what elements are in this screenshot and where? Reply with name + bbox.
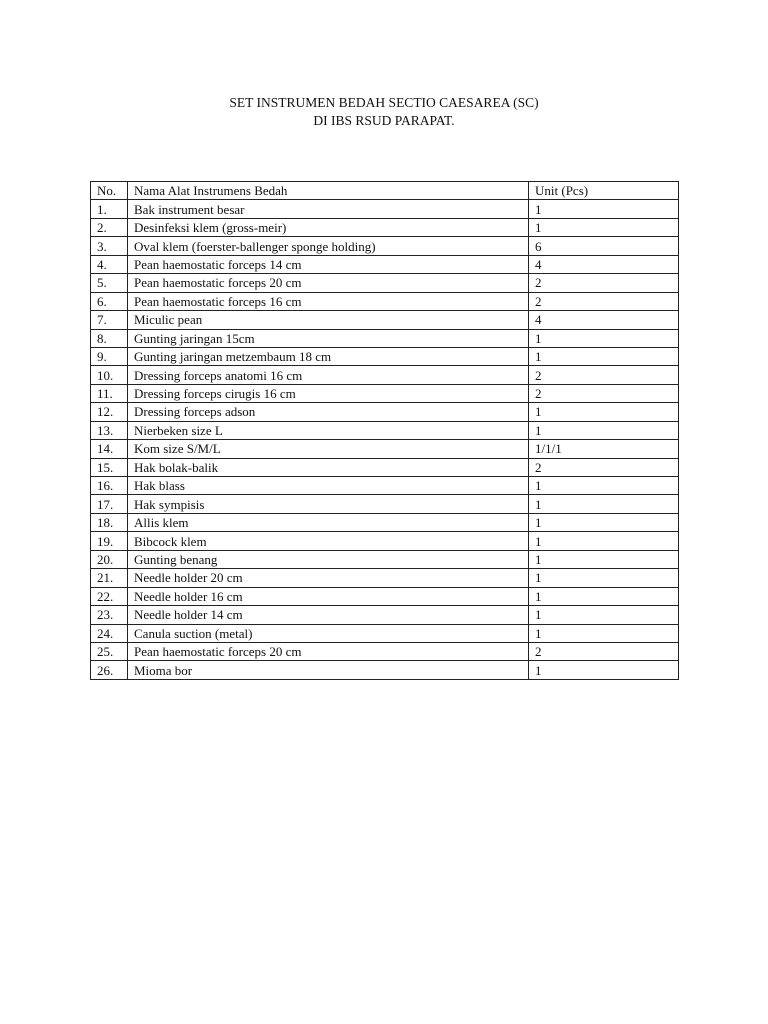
document-title [0, 94, 768, 130]
row-number: 23. [91, 606, 128, 624]
unit-count: 1 [529, 624, 679, 642]
table-row [91, 587, 679, 605]
unit-count: 2 [529, 292, 679, 310]
row-number: 16. [91, 477, 128, 495]
table-row [91, 237, 679, 255]
unit-count: 1 [529, 587, 679, 605]
instrument-name: Pean haemostatic forceps 14 cm [128, 255, 529, 273]
unit-count: 1 [529, 550, 679, 568]
unit-count: 1 [529, 477, 679, 495]
instrument-name: Oval klem (foerster-ballenger sponge holding) [128, 237, 529, 255]
instrument-name: Bak instrument besar [128, 200, 529, 218]
table-row [91, 403, 679, 421]
instrument-name: Needle holder 20 cm [128, 569, 529, 587]
table-row [91, 218, 679, 236]
table-row [91, 642, 679, 660]
row-number: 19. [91, 532, 128, 550]
unit-count: 1 [529, 661, 679, 679]
instrument-name: Hak blass [128, 477, 529, 495]
instrument-name: Needle holder 16 cm [128, 587, 529, 605]
instrument-name: Bibcock klem [128, 532, 529, 550]
table-row [91, 569, 679, 587]
unit-count: 1 [529, 495, 679, 513]
row-number: 15. [91, 458, 128, 476]
instrument-name: Kom size S/M/L [128, 440, 529, 458]
instrument-name: Mioma bor [128, 661, 529, 679]
table-row [91, 606, 679, 624]
instrument-name: Hak bolak-balik [128, 458, 529, 476]
unit-count: 2 [529, 458, 679, 476]
unit-count: 2 [529, 366, 679, 384]
row-number: 25. [91, 642, 128, 660]
unit-count: 4 [529, 255, 679, 273]
table-row [91, 311, 679, 329]
row-number: 22. [91, 587, 128, 605]
instrument-name: Miculic pean [128, 311, 529, 329]
title-line-1: SET INSTRUMEN BEDAH SECTIO CAESAREA (SC) [229, 95, 539, 110]
unit-count: 1 [529, 329, 679, 347]
row-number: 12. [91, 403, 128, 421]
header-name: Nama Alat Instrumens Bedah [128, 182, 529, 200]
table-row [91, 458, 679, 476]
unit-count: 2 [529, 384, 679, 402]
row-number: 13. [91, 421, 128, 439]
instrument-name: Desinfeksi klem (gross-meir) [128, 218, 529, 236]
row-number: 17. [91, 495, 128, 513]
instrument-name: Dressing forceps cirugis 16 cm [128, 384, 529, 402]
row-number: 4. [91, 255, 128, 273]
table-body [91, 200, 679, 679]
table-row [91, 347, 679, 365]
instrument-name: Hak sympisis [128, 495, 529, 513]
instrument-name: Pean haemostatic forceps 16 cm [128, 292, 529, 310]
row-number: 9. [91, 347, 128, 365]
unit-count: 2 [529, 274, 679, 292]
table-row [91, 329, 679, 347]
instrument-name: Needle holder 14 cm [128, 606, 529, 624]
header-row [91, 182, 679, 200]
row-number: 10. [91, 366, 128, 384]
unit-count: 1 [529, 569, 679, 587]
row-number: 2. [91, 218, 128, 236]
row-number: 18. [91, 513, 128, 531]
unit-count: 2 [529, 642, 679, 660]
unit-count: 1 [529, 347, 679, 365]
row-number: 1. [91, 200, 128, 218]
row-number: 3. [91, 237, 128, 255]
row-number: 24. [91, 624, 128, 642]
instrument-name: Gunting jaringan 15cm [128, 329, 529, 347]
unit-count: 1 [529, 200, 679, 218]
row-number: 7. [91, 311, 128, 329]
instrument-name: Pean haemostatic forceps 20 cm [128, 274, 529, 292]
instrument-name: Gunting benang [128, 550, 529, 568]
row-number: 14. [91, 440, 128, 458]
row-number: 6. [91, 292, 128, 310]
unit-count: 1 [529, 606, 679, 624]
table-row [91, 255, 679, 273]
unit-count: 1 [529, 218, 679, 236]
table-row [91, 624, 679, 642]
table-row [91, 550, 679, 568]
row-number: 11. [91, 384, 128, 402]
unit-count: 1 [529, 421, 679, 439]
unit-count: 1 [529, 403, 679, 421]
instrument-name: Dressing forceps adson [128, 403, 529, 421]
table-row [91, 513, 679, 531]
unit-count: 1 [529, 532, 679, 550]
header-unit: Unit (Pcs) [529, 182, 679, 200]
table-row [91, 292, 679, 310]
table-row [91, 274, 679, 292]
unit-count: 4 [529, 311, 679, 329]
table-row [91, 366, 679, 384]
instrument-name: Canula suction (metal) [128, 624, 529, 642]
instrument-name: Allis klem [128, 513, 529, 531]
table-row [91, 661, 679, 679]
instrument-name: Dressing forceps anatomi 16 cm [128, 366, 529, 384]
row-number: 26. [91, 661, 128, 679]
table-row [91, 421, 679, 439]
table-row [91, 384, 679, 402]
instrument-name: Nierbeken size L [128, 421, 529, 439]
table-row [91, 200, 679, 218]
instrument-table [90, 181, 679, 680]
unit-count: 1 [529, 513, 679, 531]
row-number: 5. [91, 274, 128, 292]
table-row [91, 495, 679, 513]
instrument-name: Gunting jaringan metzembaum 18 cm [128, 347, 529, 365]
table-row [91, 477, 679, 495]
unit-count: 6 [529, 237, 679, 255]
title-line-2: DI IBS RSUD PARAPAT. [313, 113, 455, 128]
row-number: 21. [91, 569, 128, 587]
row-number: 8. [91, 329, 128, 347]
table-row [91, 532, 679, 550]
table-row [91, 440, 679, 458]
instrument-name: Pean haemostatic forceps 20 cm [128, 642, 529, 660]
row-number: 20. [91, 550, 128, 568]
header-no: No. [91, 182, 128, 200]
unit-count: 1/1/1 [529, 440, 679, 458]
table-header [91, 182, 679, 200]
